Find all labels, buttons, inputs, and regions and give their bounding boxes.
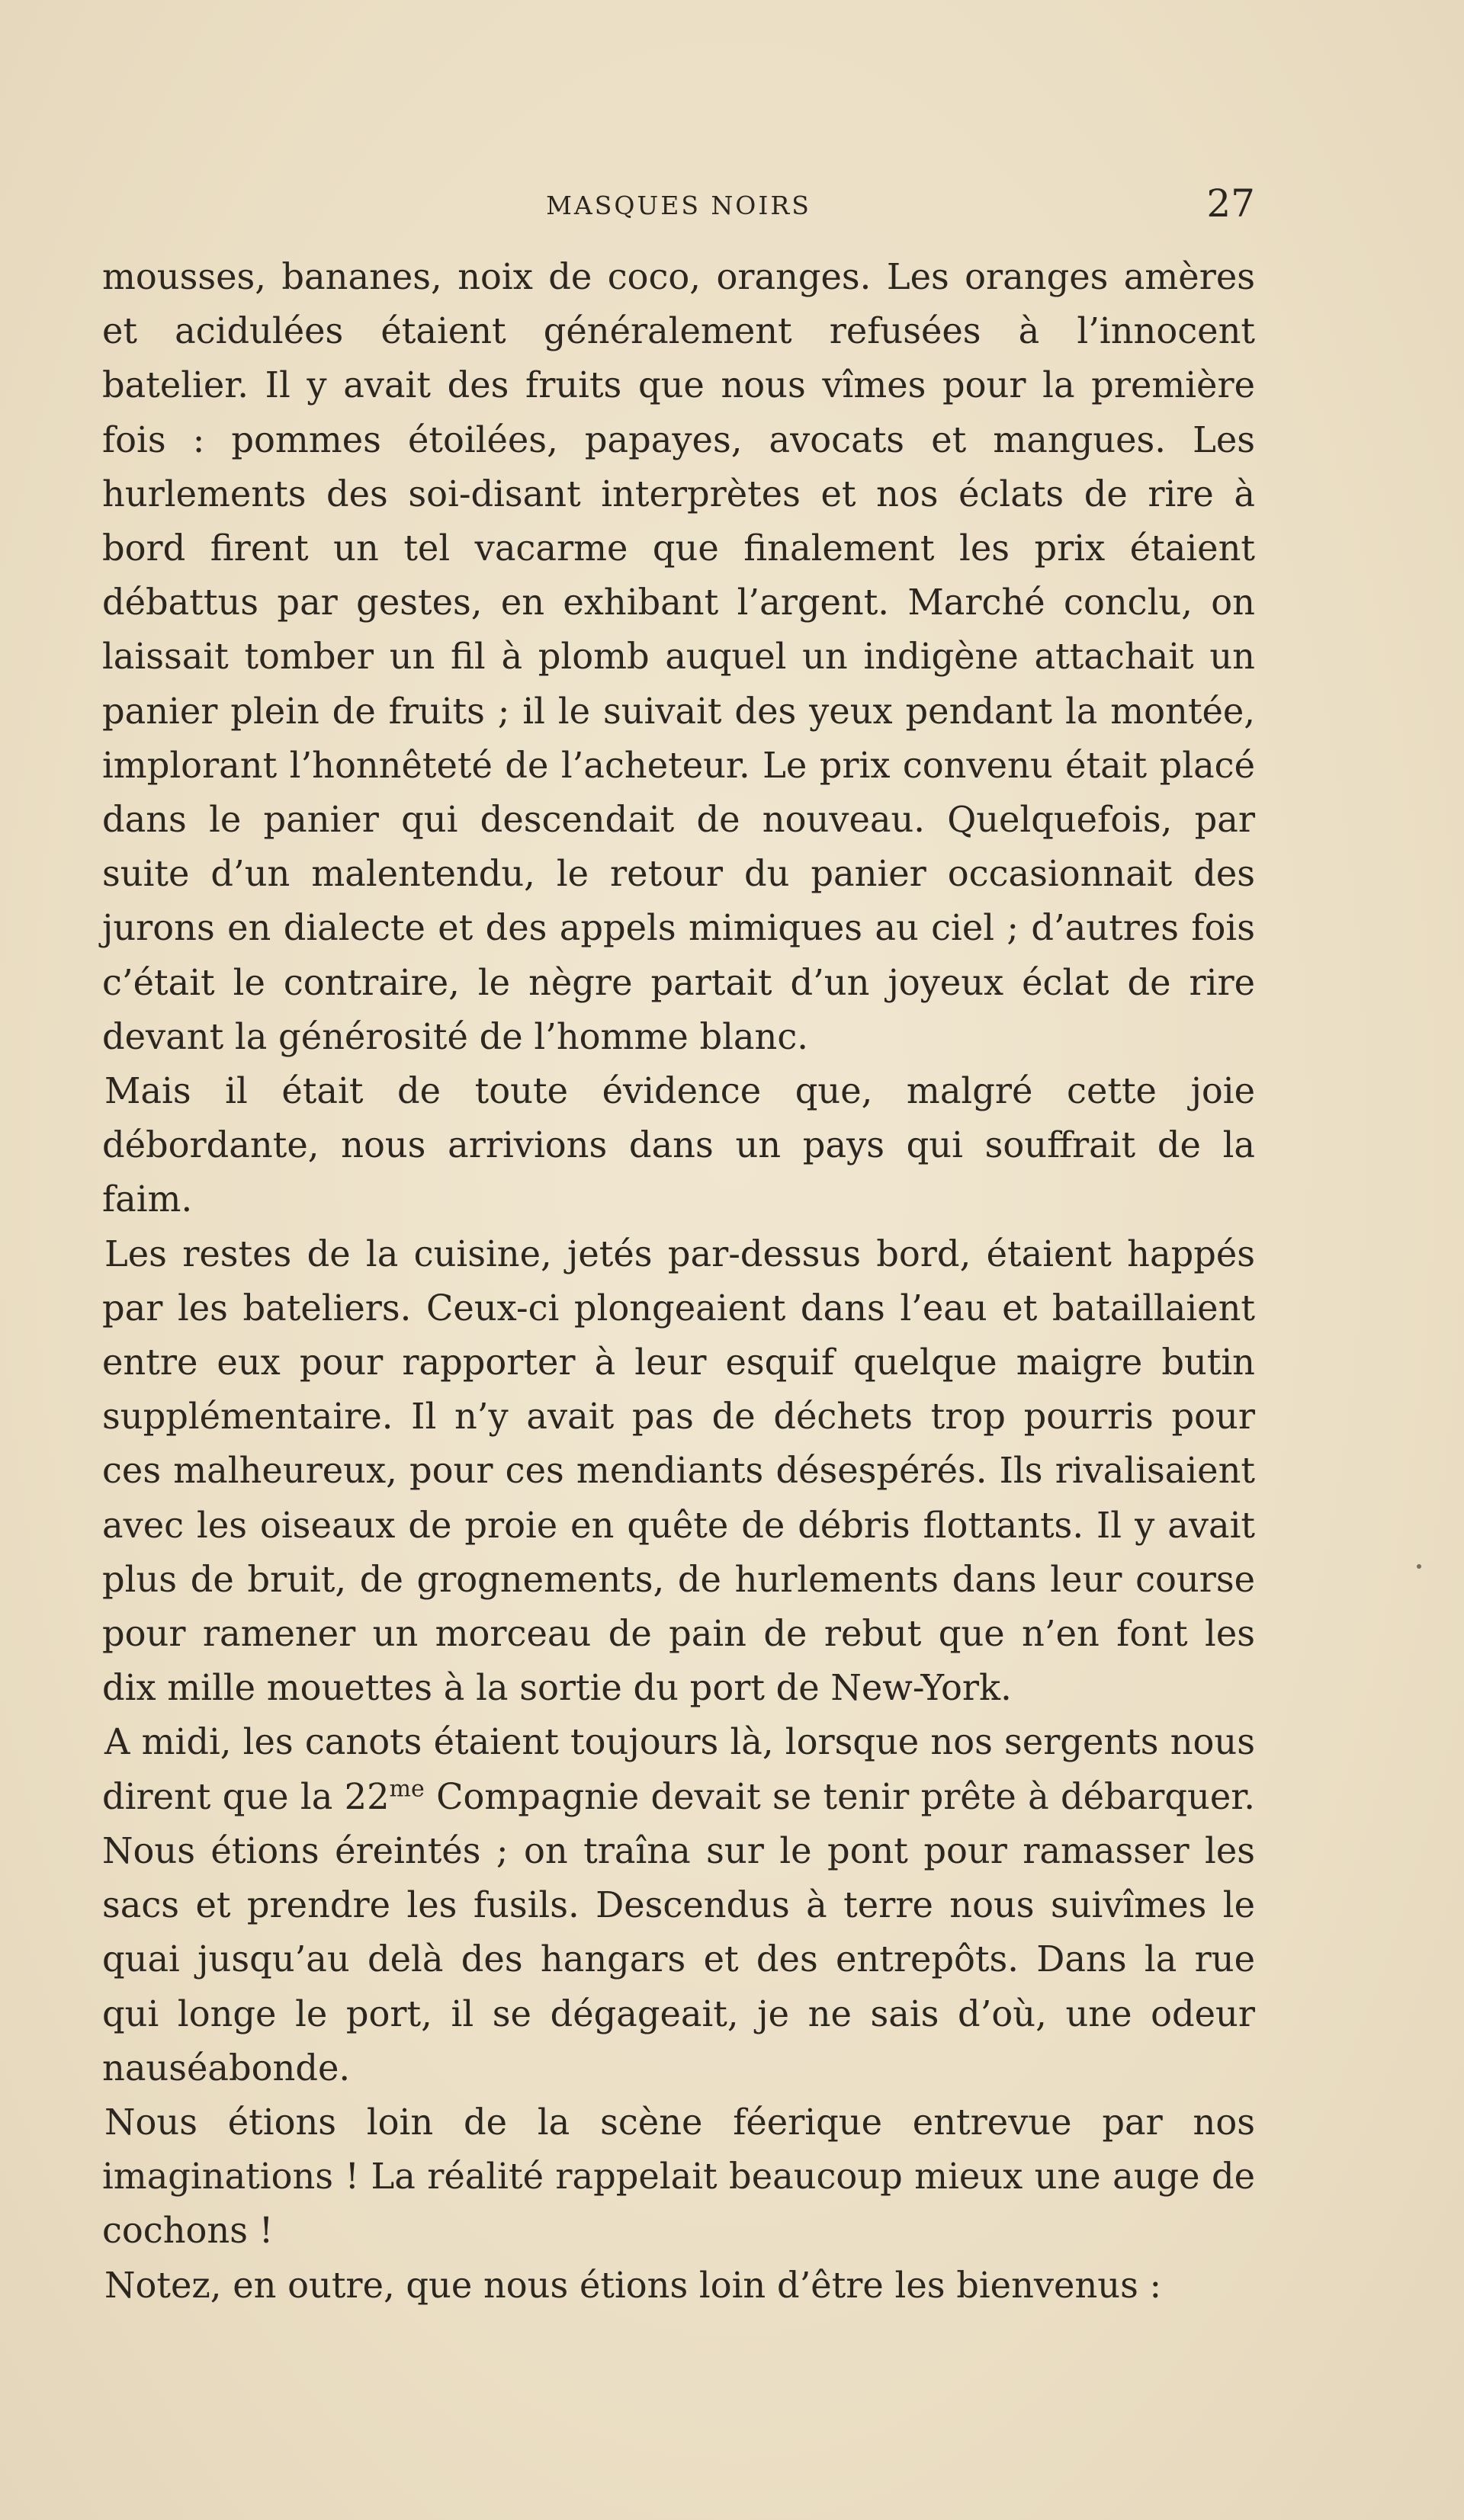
paragraph-4 [102,1715,1255,2095]
paragraph-4-part-1: A midi, les canots étaient toujours là, lorsque nos sergents nous dirent que la 22 [102,1721,1255,1817]
page-number: 27 [1206,181,1255,226]
paragraph-6: Notez, en outre, que nous étions loin d’être les bienvenus : [104,2264,1162,2306]
ordinal-superscript: me [389,1775,425,1803]
paragraph-4-part-2: Compagnie devait se tenir prête à débarquer. Nous étions éreintés ; on traîna sur le pont pour ramasser les sacs et prendre les fusils. Descendus à terre nous suivîmes le quai jusqu’au delà des hangars et des entrepôts. Dans la rue qui longe le port, il se dégageait, je ne sais d’où, une odeur nauséabonde. [102,1775,1256,2089]
paragraph-3: Les restes de la cuisine, jetés par-dessus bord, étaient happés par les bateliers. Ceux-ci plongeaient dans l’eau et bataillaient entre eux pour rapporter à leur esquif quelque maigre butin supplémentaire. Il n’y avait pas de déchets trop pourris pour ces malheureux, pour ces mendiants désespérés. Ils rivalisaient avec les oiseaux de proie en quête de débris flottants. Il y avait plus de bruit, de grognements, de hurlements dans leur course pour ramener un morceau de pain de rebut que n’en font les dix mille mouettes à la sortie du port de New-York. [102,1233,1255,1709]
body-text [102,250,1255,2313]
paragraph-5: Nous étions loin de la scène féerique entrevue par nos imaginations ! La réalité rappelait beaucoup mieux une auge de cochons ! [102,2101,1255,2252]
paper-spot [1417,1564,1421,1569]
running-head: MASQUES NOIRS [546,191,811,220]
paragraph-1: mousses, bananes, noix de coco, oranges. Les oranges amères et acidulées étaient généralement refusées à l’innocent batelier. Il y avait des fruits que nous vîmes pour la première fois : pommes étoilées, papayes, avocats et mangues. Les hurlements des soi-disant interprètes et nos éclats de rire à bord firent un tel vacarme que finalement les prix étaient débattus par gestes, en exhibant l’argent. Marché conclu, on laissait tomber un fil à plomb auquel un indigène attachait un panier plein de fruits ; il le suivait des yeux pendant la montée, implorant l’honnêteté de l’acheteur. Le prix convenu était placé dans le panier qui descendait de nouveau. Quelquefois, par suite d’un malentendu, le retour du panier occasionnait des jurons en dialecte et des appels mimiques au ciel ; d’autres fois c’était le contraire, le nègre partait d’un joyeux éclat de rire devant la générosité de l’homme blanc. [102,256,1255,1057]
paragraph-2: Mais il était de toute évidence que, malgré cette joie débordante, nous arrivions dans un pays qui souffrait de la faim. [102,1070,1255,1220]
page-header [102,181,1255,235]
